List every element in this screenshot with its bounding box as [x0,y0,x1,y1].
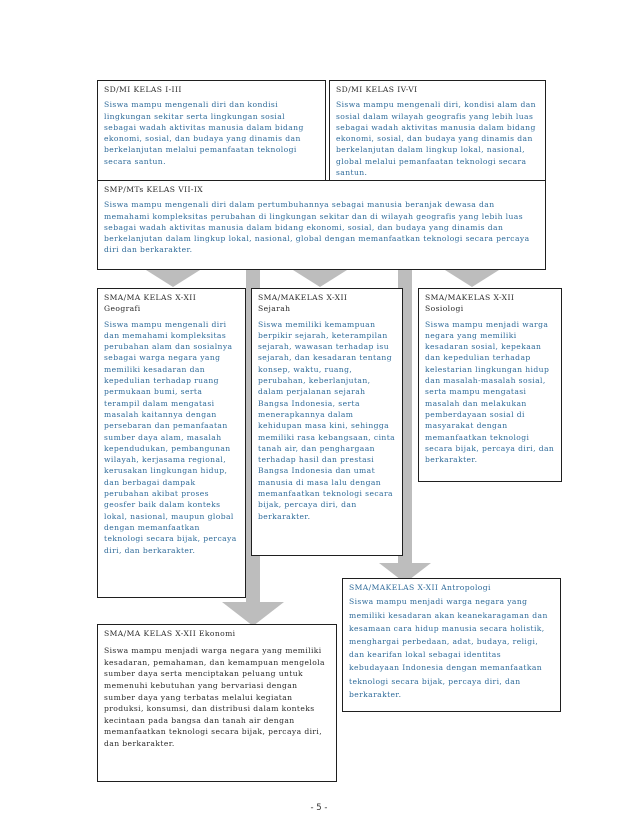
box-title: SD/MI KELAS IV-VI [336,85,418,94]
page-number: - 5 - [310,803,328,813]
arrow-head-sosiologi [445,270,499,287]
box-sd-kelas-i-iii [97,80,326,186]
box-title: SMP/MTs KELAS VII-IX [104,185,204,194]
box-smp-kelas-vii-ix [97,180,546,270]
box-body: Siswa mampu mengenali diri dan memahami kompleksitas perubahan alam dan sosialnya sebagai warga negara yang memiliki kesadaran dan kepedulian terhadap ruang permukaan bumi, serta terampil dalam mengatasi masalah kaitannya dengan persebaran dan pemanfaatan sumber daya alam, masalah kependudukan, pembangunan wilayah, kerjasama regional, kerusakan lingkungan hidup, dan berbagai dampak perubahan akibat proses geosfer baik dalam konteks lokal, nasional, maupun global dengan memanfaatkan teknologi secara bijak, percaya diri, dan berkarakter. [104,319,237,555]
box-body: Siswa mampu menjadi warga negara yang memiliki kesadaran, pemahaman, dan kemampuan mengelola sumber daya serta menciptakan peluang untuk memenuhi kebutuhan yang bervariasi dengan sumber daya yang terbatas melalui kegiatan produksi, konsumsi, dan distribusi dalam konteks kecintaan pada bangsa dan tanah air dengan memanfaatkan teknologi secara bijak, percaya diri, dan berkarakter. [104,646,325,749]
box-body: Siswa mampu mengenali diri dalam pertumbuhannya sebagai manusia beranjak dewasa dan memahami kompleksitas perubahan di lingkungan sekitar dan di wilayah geografis yang lebih luas sebagai wadah aktivitas manusia dalam bidang ekonomi, sosial, dan budaya yang dinamis dan berkelanjutan dalam lingkup lokal, nasional, global dengan memanfaatkan teknologi secara percaya diri dan berkarakter. [104,200,530,255]
box-sd-kelas-iv-vi [329,80,546,182]
box-body: Siswa memiliki kemampuan berpikir sejarah, keterampilan sejarah, wawasan terhadap isu sejarah, dan kesadaran tentang konsep, waktu, ruang, perubahan, keberlanjutan, dalam perjalanan sejarah Bangsa Indonesia, serta menerapkannya dalam kehidupan masa kini, sehingga memiliki rasa kebangsaan, cinta tanah air, dan penghargaan terhadap hasil dan prestasi Bangsa Indonesia dan umat manusia di masa lalu dengan memanfaatkan teknologi secara bijak, percaya diri, dan berkarakter. [258,319,396,521]
box-sma-antropologi [342,578,561,712]
box-title: SMA/MAKELAS X-XII [425,293,515,302]
arrow-head-ekonomi [222,602,284,626]
box-sma-sosiologi [418,288,562,482]
box-title: SMA/MAKELAS X-XII [258,293,348,302]
box-sma-ekonomi [97,624,337,782]
box-body: Siswa mampu mengenali diri dan kondisi lingkungan sekitar serta lingkungan sosial sebagai wadah aktivitas manusia dalam bidang ekonomi, sosial, dan budaya yang dinamis dan berkelanjutan melalui pemanfaatan teknologi secara santun. [104,100,304,166]
box-subject: Sosiologi [425,304,464,314]
box-title: SMA/MA KELAS X-XII Ekonomi [104,629,236,638]
arrow-head-sejarah [293,270,347,287]
box-body: Siswa mampu menjadi warga negara yang memiliki kesadaran sosial, kepekaan dan kepedulian terhadap kelestarian lingkungan hidup dan masalah-masalah sosial, serta mampu mengatasi masalah dan melakukan pemberdayaan sosial di masyarakat dengan memanfaatkan teknologi secara bijak, percaya diri, dan berkarakter. [425,319,555,465]
box-title: SD/MI KELAS I-III [104,85,182,94]
arrow-head-geografi [146,270,200,287]
box-sma-geografi [97,288,246,598]
box-title: SMA/MA KELAS X-XII [104,293,197,302]
box-title: SMA/MAKELAS X-XII Antropologi [349,583,491,592]
box-body: Siswa mampu mengenali diri, kondisi alam dan sosial dalam wilayah geografis yang lebih luas sebagai wadah aktivitas manusia dalam bidang ekonomi, sosial, dan budaya yang dinamis dan berkelanjutan dalam lingkup lokal, nasional, global melalui pemanfaatan teknologi secara santun. [336,100,536,178]
box-sma-sejarah [251,288,403,556]
box-body: Siswa mampu menjadi warga negara yang memiliki kesadaran akan keanekaragaman dan kesamaan cara hidup manusia secara holistik, menghargai perbedaan, adat, budaya, religi, dan kearifan lokal sebagai identitas kebudayaan Indonesia dengan memanfaatkan teknologi secara bijak, percaya diri, dan berkarakter. [349,597,548,699]
box-subject: Sejarah [258,304,291,314]
box-subject: Geografi [104,304,141,314]
